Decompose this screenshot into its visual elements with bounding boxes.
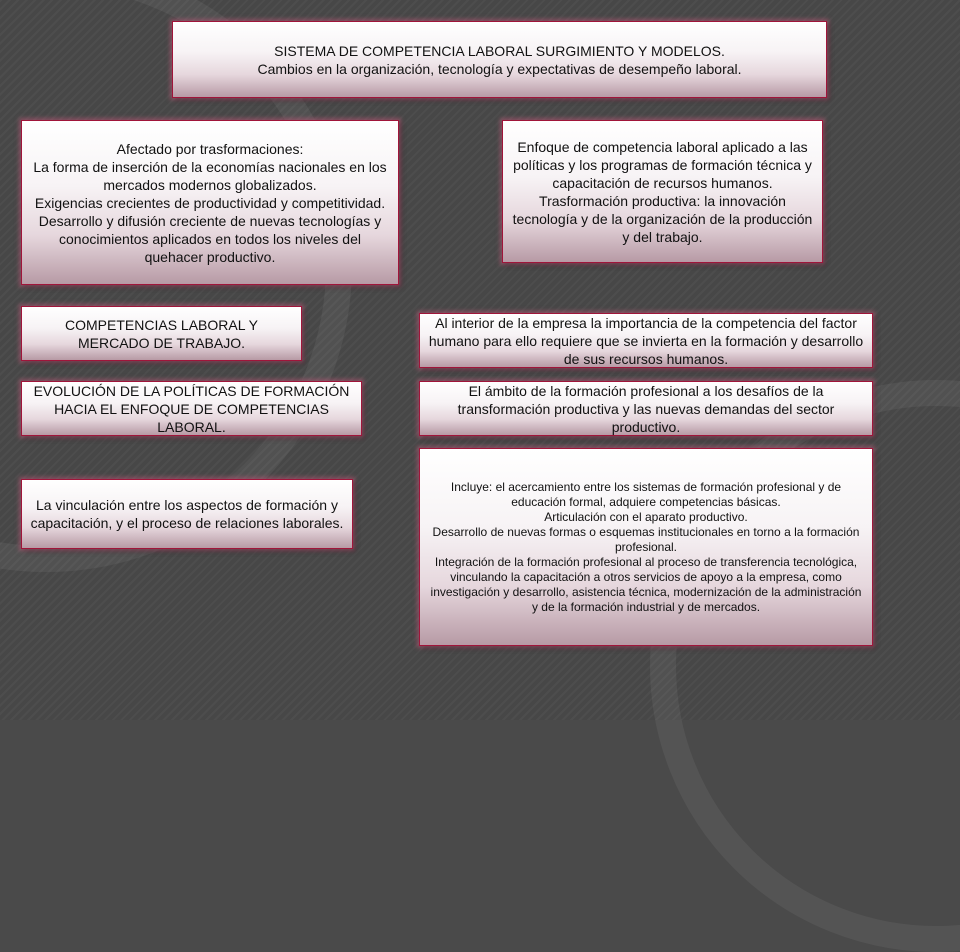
includes-item: Desarrollo de nuevas formas o esquemas institucionales en torno a la formación profesional. — [432, 524, 860, 554]
competency-focus-box — [502, 120, 823, 263]
productive-transformation-text: Trasformación productiva: la innovación tecnología y de la organización de la producción y del trabajo. — [512, 192, 813, 245]
labor-relations-box — [21, 479, 353, 549]
title-box — [172, 21, 827, 98]
title-line: SISTEMA DE COMPETENCIA LABORAL SURGIMIENTO Y MODELOS. — [274, 42, 725, 59]
training-scope-text: El ámbito de la formación profesional a los desafíos de la transformación productiva y las nuevas demandas del sector productivo. — [457, 382, 835, 435]
includes-item: Articulación con el aparato productivo. — [544, 509, 748, 524]
includes-item: Incluye: el acercamiento entre los sistemas de formación profesional y de educación formal, adquiere competencias básicas. — [450, 479, 842, 509]
labor-market-text: COMPETENCIAS LABORAL Y MERCADO DE TRABAJO. — [65, 316, 258, 351]
competency-focus-text: Enfoque de competencia laboral aplicado a las políticas y los programas de formación técnica y capacitación de recursos humanos. — [513, 138, 812, 191]
subtitle-line: Cambios en la organización, tecnología y expectativas de desempeño laboral. — [257, 60, 742, 77]
labor-market-box — [21, 306, 302, 361]
company-competence-text: Al interior de la empresa la importancia de la competencia del factor humano para ello requiere que se invierta en la formación y desarrollo de sus recursos humanos. — [428, 314, 864, 367]
transformations-heading: Afectado por trasformaciones: — [116, 140, 304, 157]
company-competence-box — [419, 313, 873, 368]
transformations-item: La forma de inserción de la economías nacionales en los mercados modernos globalizados. — [33, 158, 387, 193]
transformations-box — [21, 120, 399, 285]
training-scope-box — [419, 381, 873, 436]
policy-evolution-box — [21, 381, 362, 436]
transformations-item: Desarrollo y difusión creciente de nuevas tecnologías y conocimientos aplicados en todos los niveles del quehacer productivo. — [38, 212, 382, 265]
includes-item: Integración de la formación profesional al proceso de transferencia tecnológica, vinculando la capacitación a otros servicios de apoyo a la empresa, como investigación y desarrollo, asistencia técnica, modernización de la administración y de la formación industrial y de mercados. — [430, 554, 862, 614]
transformations-item: Exigencias crecientes de productividad y competitividad. — [34, 194, 386, 211]
labor-relations-text: La vinculación entre los aspectos de formación y capacitación, y el proceso de relaciones laborales. — [30, 497, 344, 531]
includes-box — [419, 448, 873, 646]
policy-evolution-text: EVOLUCIÓN DE LA POLÍTICAS DE FORMACIÓN HACIA EL ENFOQUE DE COMPETENCIAS LABORAL. — [33, 382, 350, 435]
